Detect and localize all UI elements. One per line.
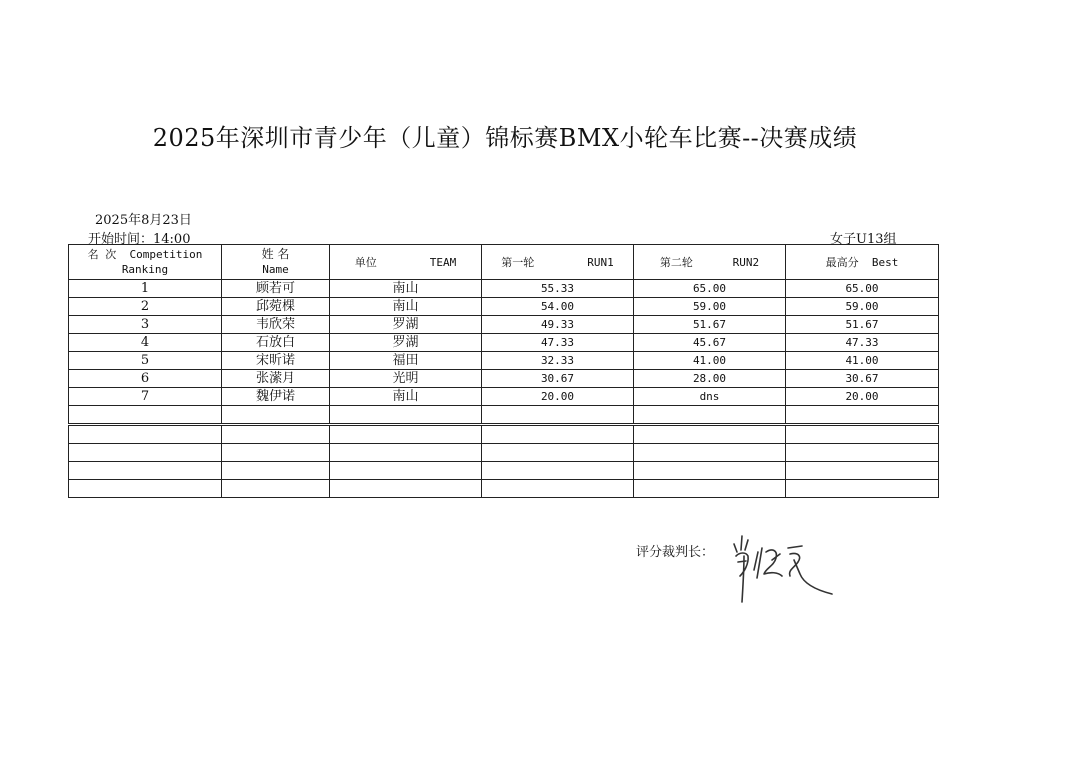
rank-cell: 5 [69, 352, 222, 370]
blank-cell [482, 462, 634, 480]
blank-cell [330, 444, 482, 462]
header-name-cn: 姓 名 [261, 247, 290, 261]
blank-cell [69, 462, 222, 480]
rank-cell: 7 [69, 388, 222, 406]
header-run1: 第一轮 RUN1 [482, 245, 634, 280]
blank-cell [69, 406, 222, 425]
table-row [69, 370, 939, 388]
blank-row [69, 480, 939, 498]
blank-cell [482, 425, 634, 444]
run2-cell: 51.67 [634, 316, 786, 334]
results-table [68, 244, 939, 498]
team-cell: 光明 [330, 370, 482, 388]
header-name [222, 245, 330, 280]
chief-judge-label: 评分裁判长： [636, 545, 715, 560]
header-rank [69, 245, 222, 280]
run1-cell: 55.33 [482, 280, 634, 298]
blank-cell [634, 480, 786, 498]
blank-cell [786, 444, 939, 462]
rank-cell: 1 [69, 280, 222, 298]
blank-cell [634, 462, 786, 480]
run1-cell: 20.00 [482, 388, 634, 406]
name-cell: 韦欣荣 [222, 316, 330, 334]
run2-cell: dns [634, 388, 786, 406]
run2-cell: 59.00 [634, 298, 786, 316]
blank-cell [786, 480, 939, 498]
header-team: 单位 TEAM [330, 245, 482, 280]
blank-cell [482, 480, 634, 498]
blank-cell [222, 480, 330, 498]
blank-cell [634, 406, 786, 425]
blank-cell [330, 425, 482, 444]
run2-cell: 45.67 [634, 334, 786, 352]
run1-cell: 47.33 [482, 334, 634, 352]
run1-cell: 32.33 [482, 352, 634, 370]
group-label: 女子U13组 [830, 232, 897, 247]
blank-row [69, 406, 939, 425]
team-cell: 南山 [330, 280, 482, 298]
best-cell: 65.00 [786, 280, 939, 298]
header-rank-en: Ranking [121, 263, 169, 276]
run1-cell: 54.00 [482, 298, 634, 316]
team-cell: 南山 [330, 298, 482, 316]
best-cell: 59.00 [786, 298, 939, 316]
best-cell: 51.67 [786, 316, 939, 334]
table-row [69, 352, 939, 370]
header-name-en: Name [262, 263, 289, 276]
header-row [69, 245, 939, 280]
run1-cell: 49.33 [482, 316, 634, 334]
blank-cell [330, 462, 482, 480]
blank-cell [222, 444, 330, 462]
run2-cell: 41.00 [634, 352, 786, 370]
team-cell: 罗湖 [330, 334, 482, 352]
rank-cell: 2 [69, 298, 222, 316]
blank-cell [330, 406, 482, 425]
blank-cell [482, 444, 634, 462]
run2-cell: 65.00 [634, 280, 786, 298]
table-row [69, 334, 939, 352]
best-cell: 20.00 [786, 388, 939, 406]
blank-cell [222, 462, 330, 480]
best-cell: 30.67 [786, 370, 939, 388]
rank-cell: 4 [69, 334, 222, 352]
blank-row [69, 462, 939, 480]
team-cell: 福田 [330, 352, 482, 370]
document-title: 2025年深圳市青少年（儿童）锦标赛BMX小轮车比赛--决赛成绩 [152, 124, 858, 152]
blank-cell [786, 406, 939, 425]
blank-cell [634, 425, 786, 444]
name-cell: 宋昕诺 [222, 352, 330, 370]
judge-signature [728, 530, 838, 614]
name-cell: 张潆月 [222, 370, 330, 388]
header-run2: 第二轮 RUN2 [634, 245, 786, 280]
blank-cell [482, 406, 634, 425]
blank-cell [786, 425, 939, 444]
blank-cell [69, 444, 222, 462]
table-row [69, 298, 939, 316]
team-cell: 南山 [330, 388, 482, 406]
blank-cell [69, 480, 222, 498]
best-cell: 47.33 [786, 334, 939, 352]
start-time: 开始时间：14:00 [88, 232, 191, 247]
name-cell: 石放白 [222, 334, 330, 352]
blank-cell [69, 425, 222, 444]
blank-cell [222, 406, 330, 425]
header-best: 最高分 Best [786, 245, 939, 280]
name-cell: 魏伊诺 [222, 388, 330, 406]
run2-cell: 28.00 [634, 370, 786, 388]
name-cell: 邱菀棵 [222, 298, 330, 316]
competition-date: 2025年8月23日 [95, 213, 192, 228]
blank-row [69, 425, 939, 444]
best-cell: 41.00 [786, 352, 939, 370]
table-row [69, 388, 939, 406]
blank-cell [222, 425, 330, 444]
header-rank-cn: 名 次 Competition [87, 248, 203, 261]
blank-cell [786, 462, 939, 480]
signature-graphic [728, 530, 838, 610]
name-cell: 顾若可 [222, 280, 330, 298]
table-row [69, 316, 939, 334]
blank-row [69, 444, 939, 462]
rank-cell: 3 [69, 316, 222, 334]
run1-cell: 30.67 [482, 370, 634, 388]
table-row [69, 280, 939, 298]
rank-cell: 6 [69, 370, 222, 388]
blank-cell [330, 480, 482, 498]
blank-cell [634, 444, 786, 462]
team-cell: 罗湖 [330, 316, 482, 334]
